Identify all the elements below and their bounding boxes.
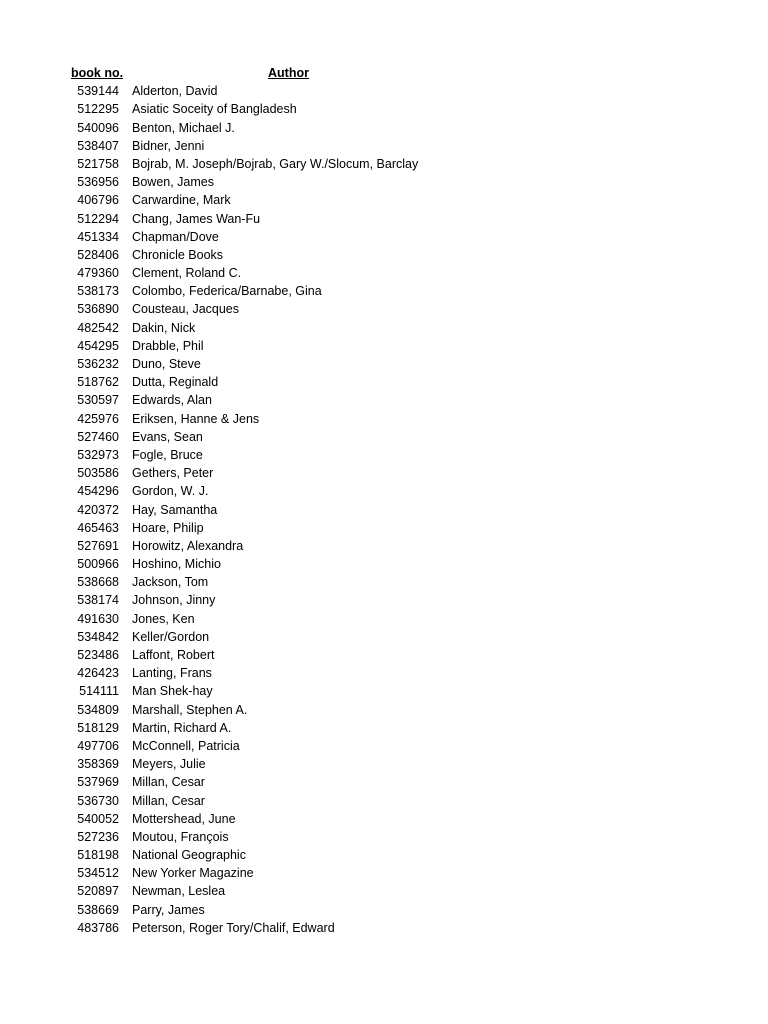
author-cell: Jackson, Tom <box>132 575 209 590</box>
table-row <box>0 482 768 500</box>
table-row <box>0 428 768 446</box>
author-cell: Meyers, Julie <box>132 757 206 772</box>
book-number-cell: 536956 <box>77 175 119 190</box>
book-number-cell: 500966 <box>77 557 119 572</box>
table-row <box>0 410 768 428</box>
author-cell: Evans, Sean <box>132 429 203 444</box>
book-number-cell: 530597 <box>77 393 119 408</box>
book-number-cell: 497706 <box>77 738 119 753</box>
book-number-cell: 538669 <box>77 902 119 917</box>
author-cell: Chang, James Wan-Fu <box>132 211 261 226</box>
book-number-cell: 425976 <box>77 411 119 426</box>
author-cell: Dakin, Nick <box>132 320 196 335</box>
author-cell: Peterson, Roger Tory/Chalif, Edward <box>132 920 335 935</box>
table-row <box>0 882 768 900</box>
author-cell: Edwards, Alan <box>132 393 212 408</box>
author-cell: Hoare, Philip <box>132 520 204 535</box>
table-row <box>0 355 768 373</box>
book-number-cell: 454296 <box>77 484 119 499</box>
author-cell: Asiatic Soceity of Bangladesh <box>132 102 297 117</box>
table-row <box>0 373 768 391</box>
table-row <box>0 501 768 519</box>
author-cell: Alderton, David <box>132 84 218 99</box>
book-number-cell: 518129 <box>77 720 119 735</box>
author-cell: Moutou, François <box>132 829 229 844</box>
author-cell: Dutta, Reginald <box>132 375 219 390</box>
author-cell: Bowen, James <box>132 175 214 190</box>
author-cell: Horowitz, Alexandra <box>132 538 244 553</box>
table-row <box>0 792 768 810</box>
author-cell: Clement, Roland C. <box>132 266 242 281</box>
book-number-cell: 540052 <box>77 811 119 826</box>
book-number-cell: 527691 <box>77 538 119 553</box>
table-row <box>0 773 768 791</box>
book-number-cell: 540096 <box>77 120 119 135</box>
book-number-cell: 520897 <box>77 884 119 899</box>
book-number-cell: 534809 <box>77 702 119 717</box>
book-number-cell: 451334 <box>77 229 119 244</box>
table-row <box>0 246 768 264</box>
book-number-cell: 534842 <box>77 629 119 644</box>
author-cell: Chronicle Books <box>132 247 224 262</box>
author-cell: Johnson, Jinny <box>132 593 216 608</box>
table-row <box>0 173 768 191</box>
book-number-cell: 537969 <box>77 775 119 790</box>
author-cell: Bojrab, M. Joseph/Bojrab, Gary W./Slocum, Barclay <box>132 156 419 171</box>
author-cell: Laffont, Robert <box>132 648 215 662</box>
table-row <box>0 555 768 573</box>
table-row <box>0 919 768 937</box>
author-cell: Eriksen, Hanne & Jens <box>132 411 260 426</box>
table-body <box>0 82 768 937</box>
table-row <box>0 901 768 919</box>
author-cell: Fogle, Bruce <box>132 447 203 462</box>
table-row <box>0 191 768 209</box>
table-row <box>0 646 768 664</box>
book-number-cell: 536730 <box>77 793 119 808</box>
author-cell: Hoshino, Michio <box>132 557 221 572</box>
book-author-table <box>0 64 768 937</box>
table-row <box>0 210 768 228</box>
book-number-cell: 528406 <box>77 247 119 262</box>
table-row <box>0 628 768 646</box>
table-row <box>0 682 768 700</box>
book-number-cell: 426423 <box>77 666 119 681</box>
author-cell: Chapman/Dove <box>132 229 219 244</box>
table-row <box>0 664 768 682</box>
author-cell: Man Shek-hay <box>132 684 213 699</box>
author-cell: Parry, James <box>132 902 205 917</box>
author-cell: Lanting, Frans <box>132 666 212 681</box>
author-cell: Millan, Cesar <box>132 793 205 808</box>
author-cell: Gordon, W. J. <box>132 484 209 499</box>
author-cell: Newman, Leslea <box>132 884 226 899</box>
author-cell: Bidner, Jenni <box>132 138 205 153</box>
book-number-cell: 454295 <box>77 338 119 353</box>
table-row <box>0 391 768 409</box>
table-row <box>0 519 768 537</box>
table-row <box>0 828 768 846</box>
author-cell: Millan, Cesar <box>132 775 205 790</box>
table-row <box>0 300 768 318</box>
book-number-cell: 539144 <box>77 84 119 99</box>
table-row <box>0 264 768 282</box>
book-no-column-header: book no. <box>71 66 124 80</box>
table-header-row <box>0 64 768 82</box>
table-row <box>0 846 768 864</box>
book-number-cell: 538174 <box>77 593 119 608</box>
author-cell: Drabble, Phil <box>132 338 204 353</box>
table-row <box>0 755 768 773</box>
book-number-cell: 534512 <box>77 866 119 881</box>
author-cell: National Geographic <box>132 848 246 863</box>
author-cell: Hay, Samantha <box>132 502 218 517</box>
table-row <box>0 100 768 118</box>
table-row <box>0 228 768 246</box>
table-row <box>0 610 768 628</box>
author-cell: Cousteau, Jacques <box>132 302 240 317</box>
table-row <box>0 119 768 137</box>
author-cell: Colombo, Federica/Barnabe, Gina <box>132 284 322 299</box>
table-row <box>0 137 768 155</box>
author-cell: New Yorker Magazine <box>132 866 254 881</box>
book-number-cell: 523486 <box>77 648 119 662</box>
author-column-header: Author <box>268 66 309 80</box>
book-number-cell: 465463 <box>77 520 119 535</box>
author-cell: Benton, Michael J. <box>132 120 235 135</box>
table-row <box>0 155 768 173</box>
book-number-cell: 420372 <box>77 502 119 517</box>
table-row <box>0 446 768 464</box>
table-row <box>0 464 768 482</box>
author-cell: Keller/Gordon <box>132 629 210 644</box>
book-number-cell: 536232 <box>77 357 119 371</box>
book-number-cell: 532973 <box>77 447 119 462</box>
table-row <box>0 737 768 755</box>
book-number-cell: 538407 <box>77 138 119 153</box>
author-cell: Carwardine, Mark <box>132 193 231 208</box>
book-number-cell: 527236 <box>77 829 119 844</box>
book-number-cell: 538173 <box>77 284 119 299</box>
book-number-cell: 491630 <box>77 611 119 626</box>
book-number-cell: 479360 <box>77 266 119 281</box>
table-row <box>0 719 768 737</box>
table-row <box>0 591 768 609</box>
book-number-cell: 406796 <box>77 193 119 208</box>
book-number-cell: 483786 <box>77 920 119 935</box>
book-number-cell: 512295 <box>77 102 119 117</box>
book-number-cell: 527460 <box>77 429 119 444</box>
table-row <box>0 337 768 355</box>
author-cell: Mottershead, June <box>132 811 236 826</box>
book-number-cell: 518198 <box>77 848 119 863</box>
book-number-cell: 538668 <box>77 575 119 590</box>
author-cell: Marshall, Stephen A. <box>132 702 248 717</box>
table-row <box>0 282 768 300</box>
author-cell: McConnell, Patricia <box>132 738 240 753</box>
book-number-cell: 358369 <box>77 757 119 772</box>
author-cell: Duno, Steve <box>132 357 201 371</box>
book-number-cell: 518762 <box>77 375 119 390</box>
book-number-cell: 521758 <box>77 156 119 171</box>
book-number-cell: 503586 <box>77 466 119 481</box>
book-number-cell: 536890 <box>77 302 119 317</box>
book-number-cell: 514111 <box>79 684 119 699</box>
author-cell: Jones, Ken <box>132 611 195 626</box>
book-number-cell: 512294 <box>77 211 119 226</box>
author-cell: Gethers, Peter <box>132 466 214 481</box>
book-number-cell: 482542 <box>77 320 119 335</box>
table-row <box>0 82 768 100</box>
table-row <box>0 701 768 719</box>
author-cell: Martin, Richard A. <box>132 720 232 735</box>
table-row <box>0 319 768 337</box>
table-row <box>0 573 768 591</box>
table-row <box>0 864 768 882</box>
table-row <box>0 537 768 555</box>
table-row <box>0 810 768 828</box>
